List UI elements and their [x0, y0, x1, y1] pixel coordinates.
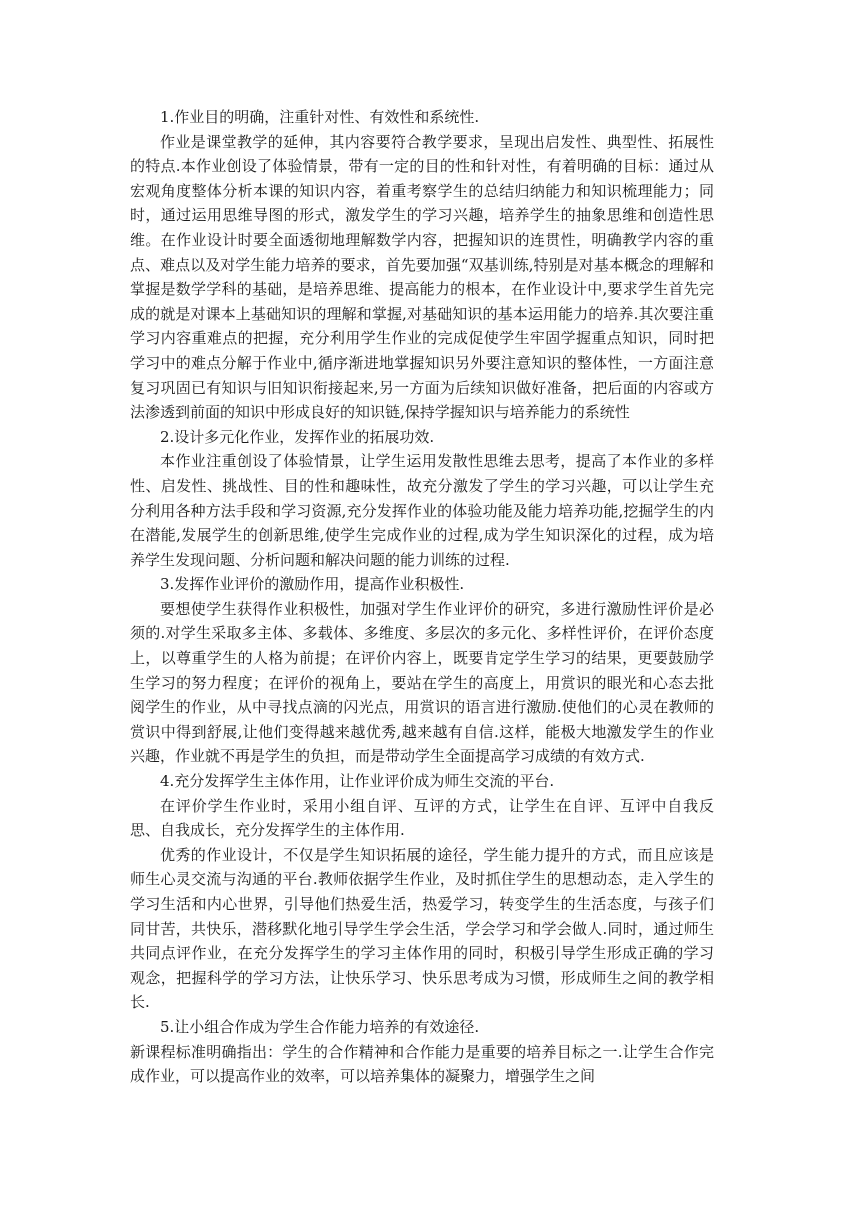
body-paragraph: 在评价学生作业时，采用小组自评、互评的方式，让学生在自评、互评中自我反思、自我成长，充分发挥学生的主体作用.: [130, 796, 714, 840]
body-paragraph: 作业是课堂教学的延伸，其内容要符合教学要求，呈现出启发性、典型性、拓展性的特点.本作业创设了体验情景，带有一定的目的性和针对性，有着明确的目标：通过从宏观角度整体分析本课的知识内容，着重考察学生的总结归纳能力和知识梳理能力；同时，通过运用思维导图的形式，激发学生的学习兴趣，培养学生的抽象思维和创造性思维。在作业设计时要全面透彻地理解数学内容，把握知识的连贯性，明确教学内容的重点、难点以及对学生能力培养的要求，首先要加强“双基训练,特别是对基本概念的理解和掌握是数学学科的基础，是培养思维、提高能力的根本，在作业设计中,要求学生首先完成的就是对课本上基础知识的理解和掌握,对基础知识的基本运用能力的培养.其次要注重学习内容重难点的把握，充分利用学生作业的完成促使学生牢固学握重点知识，同时把学习中的难点分解于作业中,循序渐进地掌握知识另外要注意知识的整体性，一方面注意复习巩固已有知识与旧知识衔接起来,另一方面为后续知识做好准备，把后面的内容或方法渗透到前面的知识中形成良好的知识链,保持学握知识与培养能力的系统性: [130, 132, 714, 422]
body-paragraph: 本作业注重创设了体验情景，让学生运用发散性思维去思考，提高了本作业的多样性、启发性、挑战性、目的性和趣味性，故充分激发了学生的学习兴趣，可以让学生充分利用各种方法手段和学习资源,充分发挥作业的体验功能及能力培养功能,挖掘学生的内在潜能,发展学生的创新思维,使学生完成作业的过程,成为学生知识深化的过程，成为培养学生发现问题、分析问题和解决问题的能力训练的过程.: [130, 452, 714, 569]
body-paragraph: 优秀的作业设计，不仅是学生知识拓展的途径，学生能力提升的方式，而且应该是师生心灵交流与沟通的平台.教师依据学生作业，及时抓住学生的思想动态，走入学生的学习生活和内心世界，引导他们热爱生活，热爱学习，转变学生的生活态度，与孩子们同甘苦，共快乐，潜移默化地引导学生学会生活，学会学习和学会做人.同时，通过师生共同点评作业，在充分发挥学生的学习主体作用的同时，积极引导学生形成正确的学习观念，把握科学的学习方法，让快乐学习、快乐思考成为习惯，形成师生之间的教学相长.: [130, 845, 714, 1012]
section-heading: 1.作业目的明确，注重针对性、有效性和系统性.: [160, 108, 480, 126]
section-heading: 4.充分发挥学生主体作用，让作业评价成为师生交流的平台.: [160, 772, 555, 791]
body-paragraph: 要想使学生获得作业积极性，加强对学生作业评价的研究，多进行激励性评价是必须的.对学生采取多主体、多载体、多维度、多层次的多元化、多样性评价，在评价态度上，以尊重学生的人格为前提；在评价内容上，既要肯定学生学习的结果，更要鼓励学生学习的努力程度；在评价的视角上，要站在学生的高度上，用赏识的眼光和心态去批阅学生的作业，从中寻找点滴的闪光点，用赏识的语言进行激励.使他们的心灵在教师的赏识中得到舒展,让他们变得越来越优秀,越来越有自信.这样，能极大地激发学生的作业兴趣，作业就不再是学生的负担，而是带动学生全面提高学习成绩的有效方式.: [130, 599, 714, 766]
document-page: [130, 105, 714, 1089]
section-heading: 2.设计多元化作业，发挥作业的拓展功效.: [160, 427, 435, 446]
section-heading: 3.发挥作业评价的激励作用，提高作业积极性.: [160, 575, 465, 594]
body-paragraph: 新课程标准明确指出：学生的合作精神和合作能力是重要的培养目标之一.让学生合作完成作业，可以提高作业的效率，可以培养集体的凝聚力，增强学生之间: [130, 1042, 714, 1086]
section-heading: 5.让小组合作成为学生合作能力培养的有效途径.: [160, 1017, 480, 1036]
